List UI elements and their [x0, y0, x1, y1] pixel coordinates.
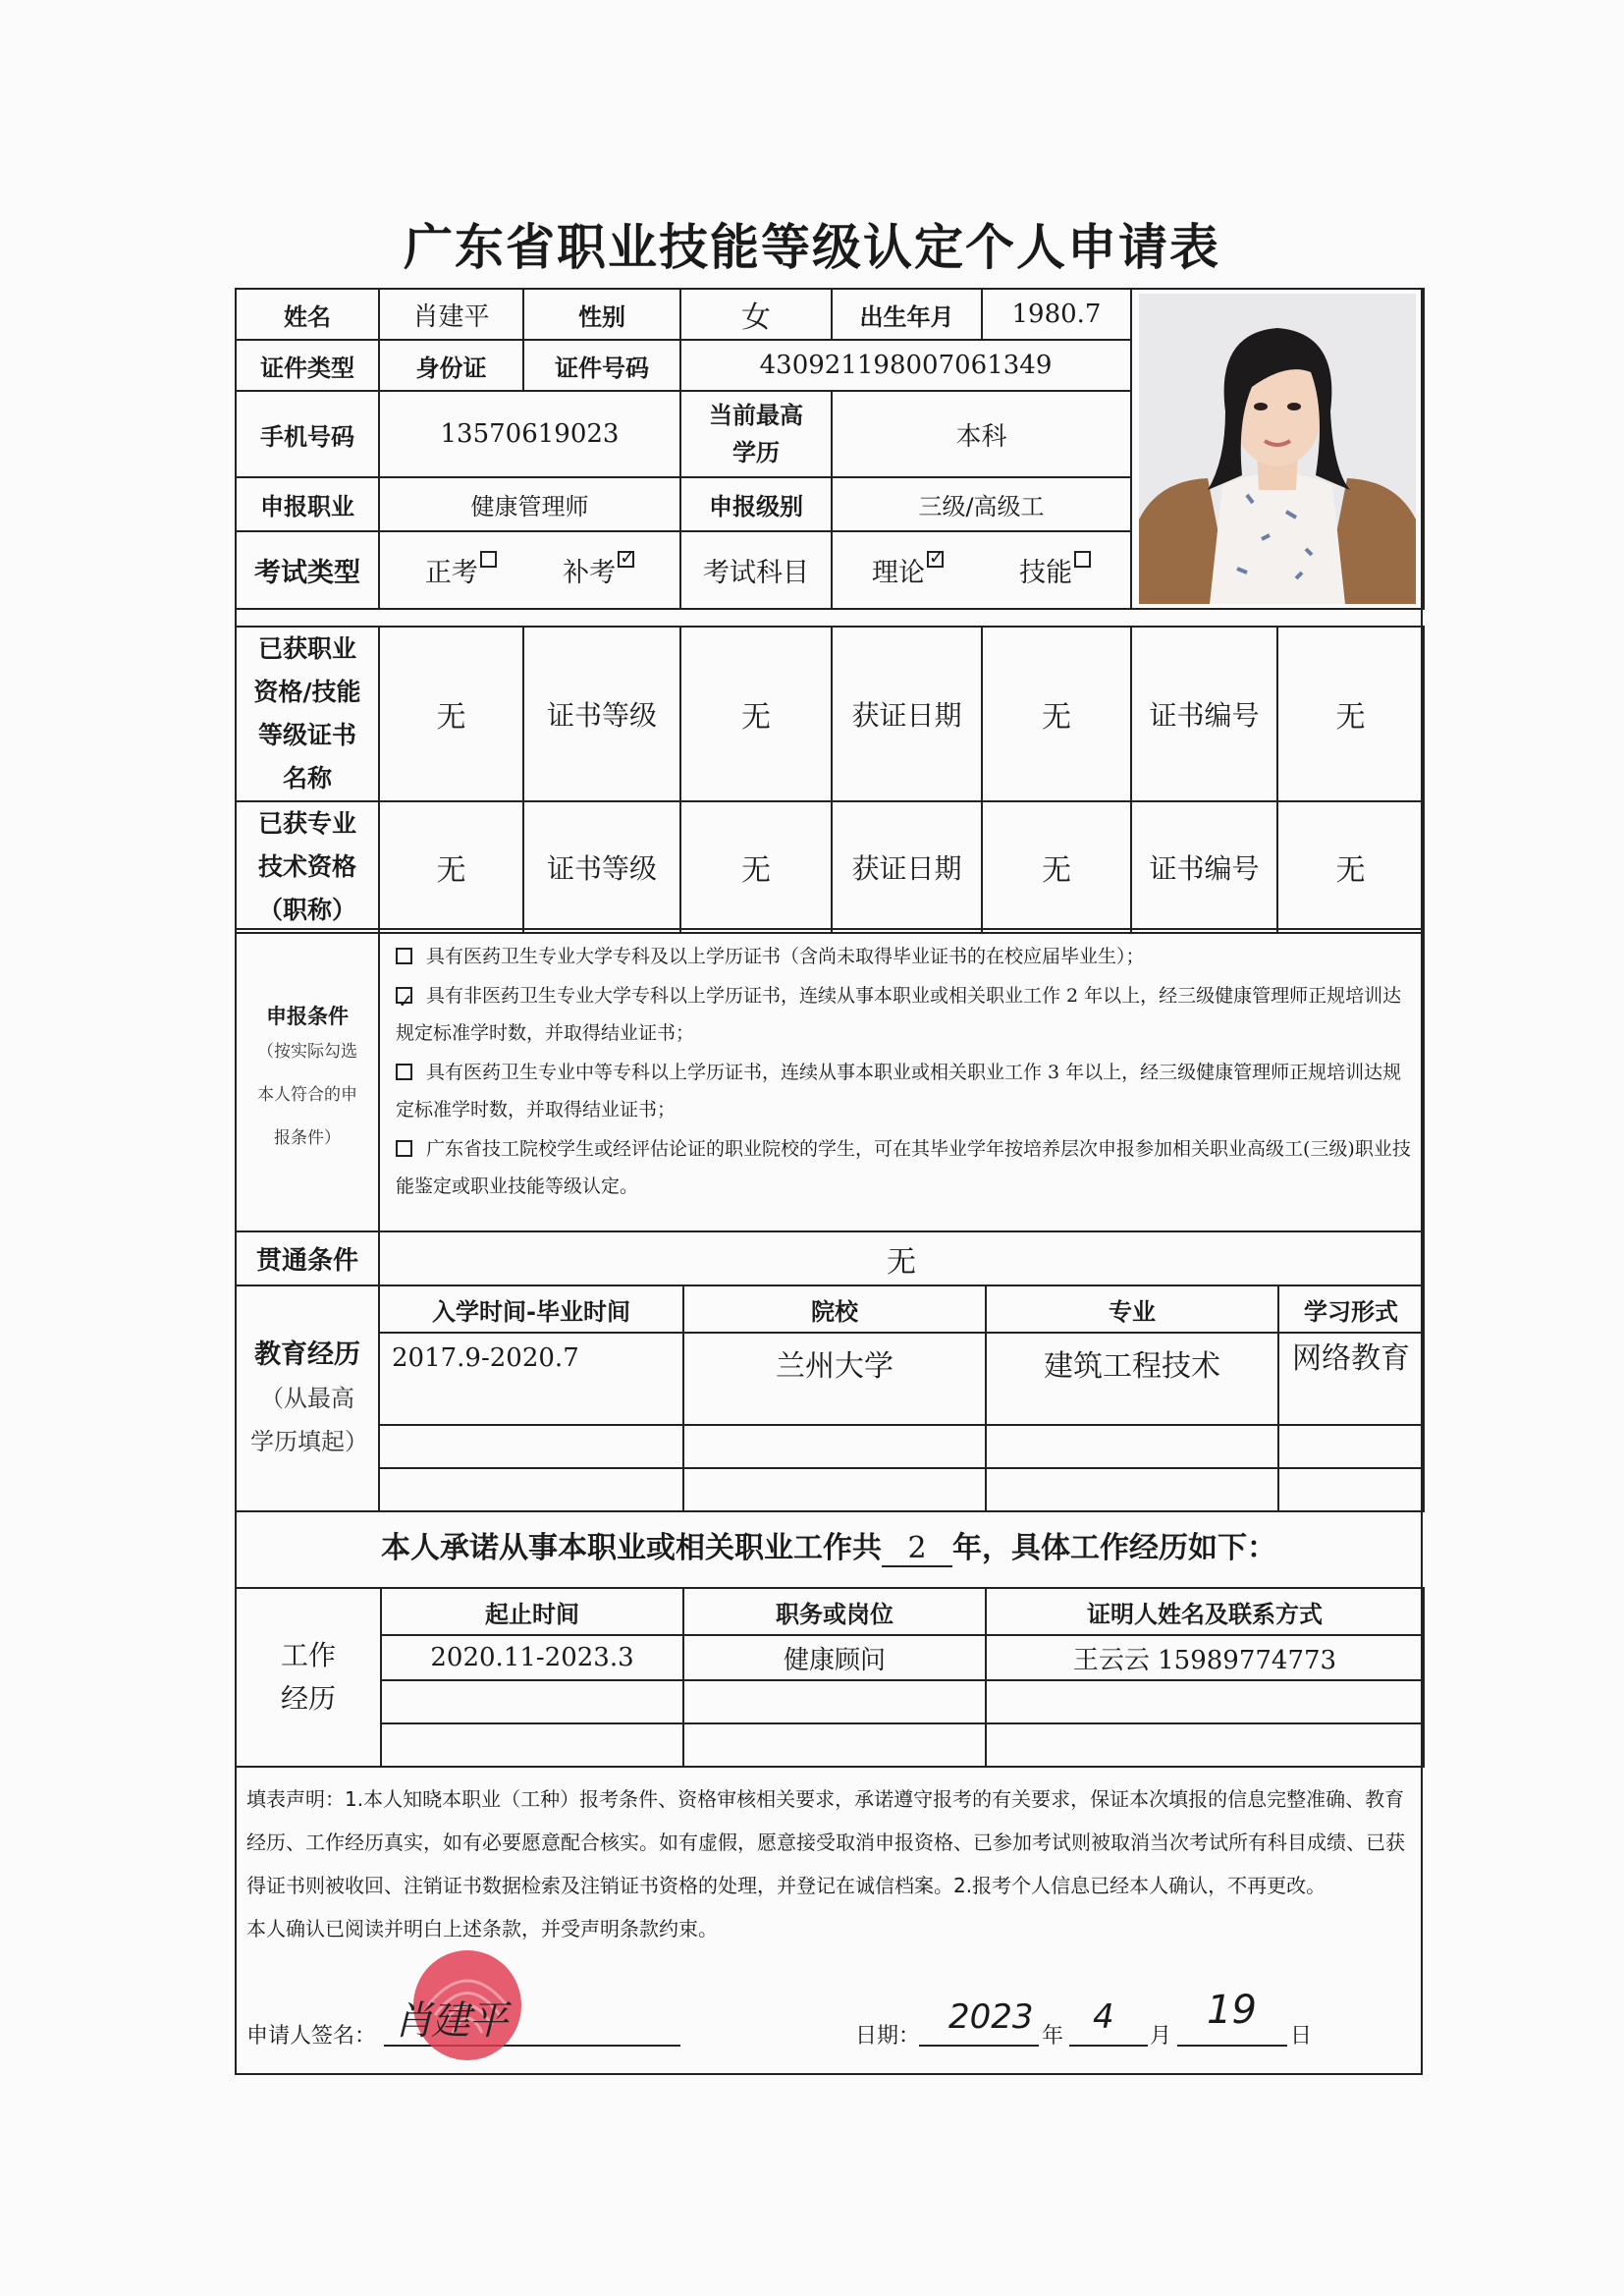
work-header-position: 职务或岗位 — [683, 1588, 986, 1635]
edu-header-school: 院校 — [683, 1285, 986, 1333]
work-empty-cell — [986, 1723, 1424, 1767]
signature-row — [246, 1986, 1411, 2054]
idno-label: 证件号码 — [523, 340, 680, 391]
cert1-label: 已获职业资格/技能等级证书名称 — [236, 627, 379, 801]
education-table — [235, 1285, 1425, 1512]
cert1-grade: 无 — [680, 627, 832, 801]
cert1-no-label: 证书编号 — [1131, 627, 1277, 801]
certificate-table — [235, 626, 1425, 934]
regular-exam-label: 正考 — [424, 558, 478, 588]
through-value: 无 — [379, 1231, 1424, 1285]
edu-label: 当前最高学历 — [680, 391, 832, 477]
date-year-field[interactable] — [919, 1995, 1039, 2047]
name-label: 姓名 — [236, 289, 379, 340]
cert2-no-label: 证书编号 — [1131, 801, 1277, 933]
date-month-field[interactable] — [1069, 1995, 1148, 2047]
edu-empty-cell — [379, 1468, 683, 1511]
work-table — [235, 1587, 1425, 1768]
commitment-line — [237, 1510, 1421, 1589]
edu-header-period: 入学时间-毕业时间 — [379, 1285, 683, 1333]
condition-checkbox-3[interactable] — [396, 1064, 412, 1080]
cert1-name: 无 — [379, 627, 523, 801]
conditions-sublabel: （按实际勾选本人符合的申报条件） — [257, 1042, 357, 1148]
education-sublabel: （从最高学历填起） — [250, 1385, 368, 1455]
birth-value: 1980.7 — [982, 289, 1131, 340]
name-value: 肖建平 — [379, 289, 523, 340]
commitment-years: 2 — [882, 1532, 952, 1567]
edu-major: 建筑工程技术 — [986, 1333, 1278, 1425]
work-label: 工作经历 — [236, 1588, 381, 1767]
cert1-date-label: 获证日期 — [832, 627, 982, 801]
condition-item-4 — [380, 1128, 1423, 1205]
edu-school: 兰州大学 — [683, 1333, 986, 1425]
phone-value: 13570619023 — [379, 391, 680, 477]
handwritten-signature: 肖建平 — [394, 1998, 506, 2044]
work-header-reference: 证明人姓名及联系方式 — [986, 1588, 1424, 1635]
condition-item-3 — [380, 1052, 1423, 1128]
cert2-no: 无 — [1277, 801, 1424, 933]
birth-label: 出生年月 — [832, 289, 982, 340]
cert2-label: 已获专业技术资格（职称） — [236, 801, 379, 933]
cert2-date: 无 — [982, 801, 1131, 933]
condition-checkbox-4[interactable] — [396, 1140, 412, 1157]
edu-empty-cell — [379, 1425, 683, 1468]
date-day: 19 — [1207, 1988, 1257, 2033]
theory-checkbox[interactable] — [927, 551, 944, 568]
condition-checkbox-2[interactable] — [396, 987, 412, 1004]
job-label: 申报职业 — [236, 477, 379, 531]
regular-exam-checkbox[interactable] — [480, 551, 497, 568]
work-header-period: 起止时间 — [381, 1588, 683, 1635]
edu-empty-cell — [986, 1425, 1278, 1468]
edu-value: 本科 — [832, 391, 1131, 477]
gender-label: 性别 — [523, 289, 680, 340]
edu-header-mode: 学习形式 — [1278, 1285, 1424, 1333]
edu-empty-cell — [683, 1468, 986, 1511]
condition-text-1: 具有医药卫生专业大学专科及以上学历证书（含尚未取得毕业证书的在校应届毕业生）； — [426, 946, 1145, 967]
condition-text-2: 具有非医药卫生专业大学专科以上学历证书，连续从事本职业或相关职业工作 2 年以上，经三级健康管理师正规培训达规定标准学时数，并取得结业证书； — [396, 985, 1402, 1044]
idtype-value: 身份证 — [379, 340, 523, 391]
work-empty-cell — [986, 1680, 1424, 1723]
edu-empty-cell — [1278, 1468, 1424, 1511]
cert2-grade-label: 证书等级 — [523, 801, 680, 933]
date-year: 2023 — [948, 1997, 1034, 2037]
skill-checkbox[interactable] — [1074, 551, 1091, 568]
skill-label: 技能 — [1019, 558, 1073, 588]
exam-subject-options — [832, 531, 1131, 609]
cert2-grade: 无 — [680, 801, 832, 933]
through-label: 贯通条件 — [236, 1231, 379, 1285]
gender-value: 女 — [680, 289, 832, 340]
edu-header-major: 专业 — [986, 1285, 1278, 1333]
commitment-suffix: 年，具体工作经历如下： — [952, 1531, 1276, 1565]
phone-label: 手机号码 — [236, 391, 379, 477]
edu-mode: 网络教育 — [1278, 1333, 1424, 1425]
date-day-field[interactable] — [1177, 1988, 1287, 2047]
applicant-photo — [1139, 294, 1416, 604]
condition-checkbox-1[interactable] — [396, 948, 412, 964]
conditions-list — [379, 929, 1424, 1231]
education-label: 教育经历 — [254, 1339, 360, 1370]
cert1-date: 无 — [982, 627, 1131, 801]
date-label: 日期： — [855, 2024, 921, 2049]
month-unit: 月 — [1150, 2024, 1172, 2049]
level-value: 三级/高级工 — [832, 477, 1131, 531]
cert2-name: 无 — [379, 801, 523, 933]
idno-value: 430921198007061349 — [680, 340, 1131, 391]
photo-cell — [1131, 289, 1424, 609]
day-unit: 日 — [1290, 2024, 1313, 2049]
edu-empty-cell — [986, 1468, 1278, 1511]
condition-item-1 — [380, 936, 1423, 975]
job-value: 健康管理师 — [379, 477, 680, 531]
cert1-no: 无 — [1277, 627, 1424, 801]
work-position: 健康顾问 — [683, 1635, 986, 1680]
work-empty-cell — [381, 1723, 683, 1767]
level-label: 申报级别 — [680, 477, 832, 531]
conditions-table — [235, 928, 1425, 1286]
edu-empty-cell — [1278, 1425, 1424, 1468]
idtype-label: 证件类型 — [236, 340, 379, 391]
year-unit: 年 — [1042, 2024, 1064, 2049]
cert1-grade-label: 证书等级 — [523, 627, 680, 801]
theory-label: 理论 — [871, 558, 925, 588]
edu-empty-cell — [683, 1425, 986, 1468]
condition-item-2 — [380, 975, 1423, 1052]
condition-text-4: 广东省技工院校学生或经评估论证的职业院校的学生，可在其毕业学年按培养层次申报参加相关职业高级工(三级)职业技能鉴定或职业技能等级认定。 — [396, 1138, 1411, 1197]
makeup-exam-checkbox[interactable] — [618, 551, 634, 568]
sign-label: 申请人签名： — [246, 2024, 377, 2049]
declaration-text: 填表声明：1.本人知晓本职业（工种）报考条件、资格审核相关要求，承诺遵守报考的有关要求，保证本次填报的信息完整准确、教育经历、工作经历真实，如有必要愿意配合核实。如有虚假，愿意接受取消申报资格、已参加考试则被取消当次考试所有科目成绩、已获得证书则被收回、注销证书数据检索及注销证书资格的处理，并登记在诚信档案。2.报考个人信息已经本人确认，不再更改。 — [246, 1787, 1405, 1897]
exam-type-label: 考试类型 — [236, 531, 379, 609]
cert2-date-label: 获证日期 — [832, 801, 982, 933]
condition-text-3: 具有医药卫生专业中等专科以上学历证书，连续从事本职业或相关职业工作 3 年以上，经三级健康管理师正规培训达规定标准学时数，并取得结业证书； — [396, 1062, 1402, 1121]
work-reference: 王云云 15989774773 — [986, 1635, 1424, 1680]
declaration-confirm: 本人确认已阅读并明白上述条款，并受声明条款约束。 — [246, 1917, 718, 1941]
page-title: 广东省职业技能等级认定个人申请表 — [404, 219, 1220, 276]
work-empty-cell — [381, 1680, 683, 1723]
edu-period: 2017.9-2020.7 — [379, 1333, 683, 1425]
date-month: 4 — [1093, 1997, 1114, 2037]
work-empty-cell — [683, 1680, 986, 1723]
application-form — [235, 288, 1423, 2075]
exam-subject-label: 考试科目 — [680, 531, 832, 609]
work-empty-cell — [683, 1723, 986, 1767]
education-label-cell — [236, 1285, 379, 1511]
conditions-label-cell — [236, 929, 379, 1231]
exam-type-options — [379, 531, 680, 609]
commitment-prefix: 本人承诺从事本职业或相关职业工作共 — [381, 1531, 882, 1565]
signature-field[interactable] — [384, 1995, 680, 2047]
makeup-exam-label: 补考 — [563, 558, 617, 588]
conditions-label: 申报条件 — [266, 1005, 349, 1028]
work-period: 2020.11-2023.3 — [381, 1635, 683, 1680]
declaration-block — [246, 1777, 1411, 1950]
personal-info-table — [235, 288, 1425, 610]
